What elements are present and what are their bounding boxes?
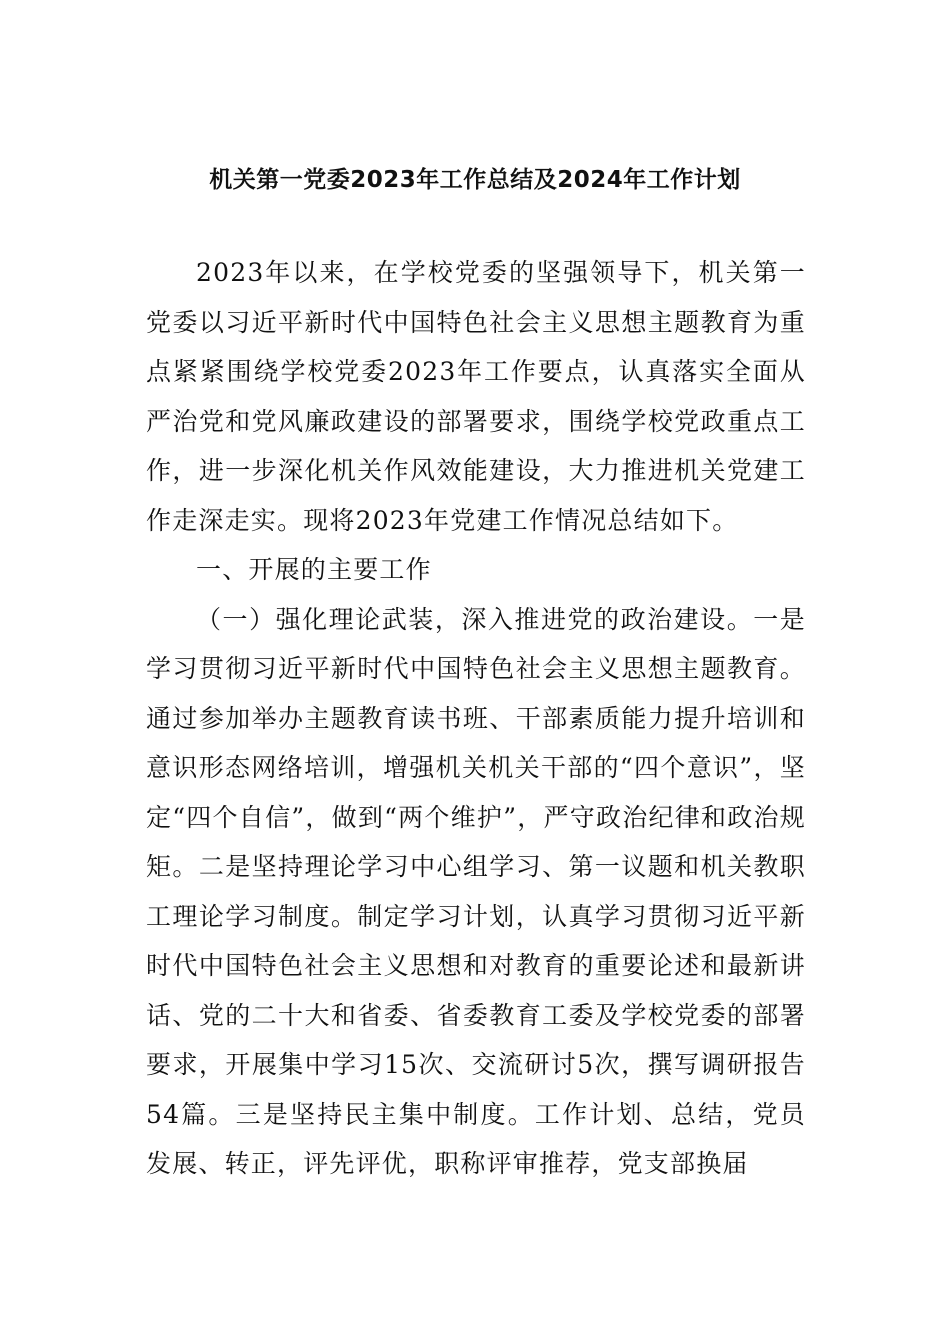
document-body: [146, 248, 806, 1189]
intro-paragraph: 2023年以来，在学校党委的坚强领导下，机关第一党委以习近平新时代中国特色社会主义思想主题教育为重点紧紧围绕学校党委2023年工作要点，认真落实全面从严治党和党风廉政建设的部署要求，围绕学校党政重点工作，进一步深化机关作风效能建设，大力推进机关党建工作走深走实。现将2023年党建工作情况总结如下。: [146, 258, 806, 535]
document-title: 机关第一党委2023年工作总结及2024年工作计划: [209, 167, 741, 193]
section-heading: 一、开展的主要工作: [196, 555, 432, 584]
body-paragraph: （一）强化理论武装，深入推进党的政治建设。一是学习贯彻习近平新时代中国特色社会主义思想主题教育。通过参加举办主题教育读书班、干部素质能力提升培训和意识形态网络培训，增强机关机关干部的“四个意识”，坚定“四个自信”，做到“两个维护”，严守政治纪律和政治规矩。二是坚持理论学习中心组学习、第一议题和机关教职工理论学习制度。制定学习计划，认真学习贯彻习近平新时代中国特色社会主义思想和对教育的重要论述和最新讲话、党的二十大和省委、省委教育工委及学校党委的部署要求，开展集中学习15次、交流研讨5次，撰写调研报告54篇。三是坚持民主集中制度。工作计划、总结，党员发展、转正，评先评优，职称评审推荐，党支部换届: [146, 604, 806, 1178]
